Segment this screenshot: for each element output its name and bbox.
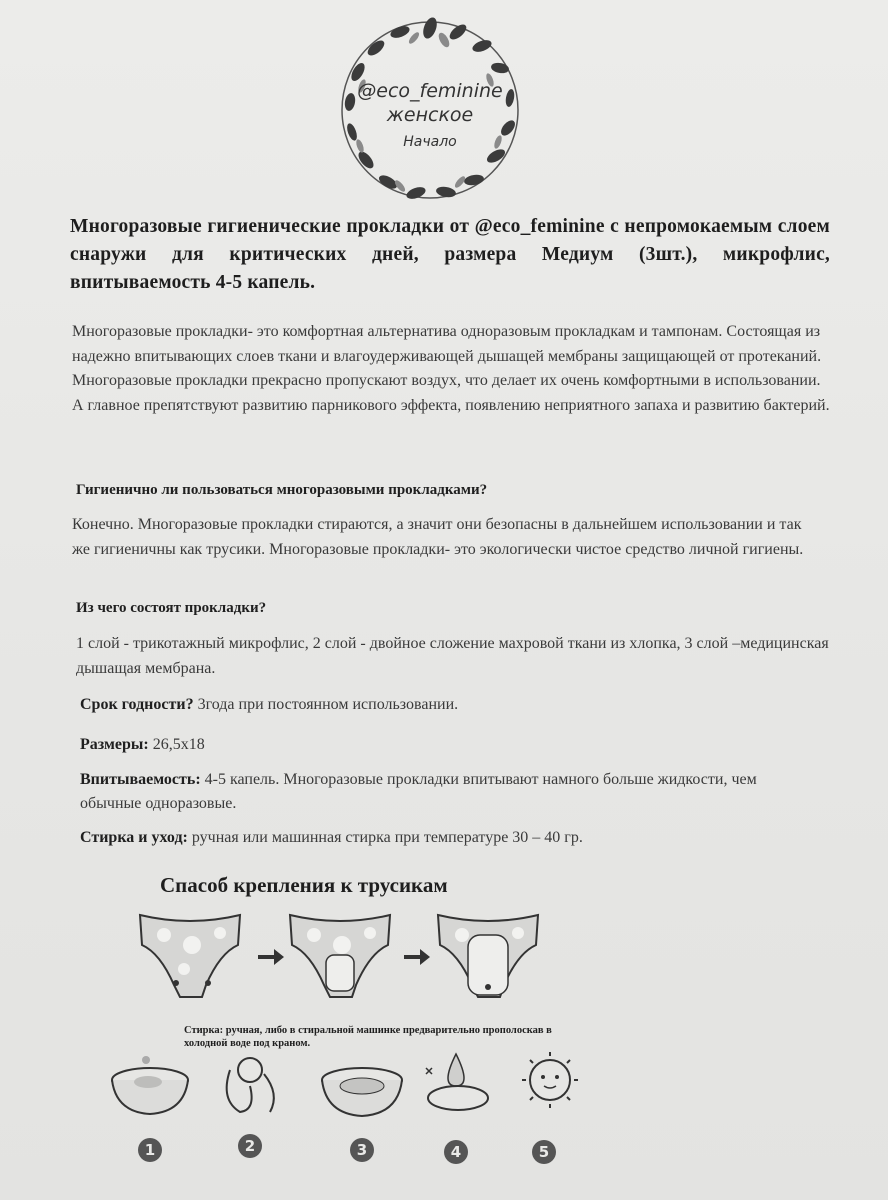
faq-answer-hygiene: Конечно. Многоразовые прокладки стираются, а значит они безопасны в дальнейшем использовании и так же гигиеничны как трусики. Многоразовые прокладки- это экологически чистое средство личной гигиены. <box>72 516 804 558</box>
faq-answer-composition: 1 слой - трикотажный микрофлис, 2 слой - двойное сложение махровой ткани из хлопка, 3 слой –медицинская дышащая мембрана. <box>76 635 829 677</box>
spec-sizes-value: 26,5х18 <box>148 736 205 753</box>
spec-shelf-life-value: 3года при постоянном использовании. <box>193 696 459 713</box>
intro-paragraph: Многоразовые прокладки- это комфортная альтернатива одноразовым прокладкам и тампонам. Состоящая из надежно впитывающих слоев ткани и влагоудерживающей дышащей мембраны защищающей от протеканий. Многоразовые прокладки прекрасно пропускают воздух, что делает их очень комфортными в использовании. А главное препятствуют развитию парникового эффекта, появлению неприятного запаха и развитию бактерий. <box>72 323 830 414</box>
basin-wash-icon <box>112 1056 188 1114</box>
arrow-right-icon <box>420 949 430 965</box>
attach-diagram <box>130 905 550 1015</box>
step-number-3: 3 <box>356 1141 368 1159</box>
spec-shelf-life-label: Срок годности? <box>80 696 194 713</box>
attach-title: Спасоб крепления к трусикам <box>160 873 448 897</box>
spec-sizes-label: Размеры: <box>80 736 149 753</box>
panties-step-2-icon <box>290 915 390 997</box>
arrow-right-icon <box>274 949 284 965</box>
spec-absorbency-value: 4-5 капель. Многоразовые прокладки впитывают намного больше жидкости, чем обычные одноразовые. <box>80 771 757 812</box>
wash-steps-diagram <box>100 1050 620 1170</box>
spec-care-label: Стирка и уход: <box>80 829 188 846</box>
basin-soak-icon <box>322 1068 402 1116</box>
spec-shelf-life <box>80 693 820 717</box>
product-title: Многоразовые гигиенические прокладки от @eco_feminine с непромокаемым слоем снаружи для критических дней, размера Медиум (3шт.), микрофлис, впитываемость 4-5 капель. <box>70 216 830 293</box>
sun-dry-icon <box>522 1052 578 1108</box>
spec-sizes <box>80 733 820 757</box>
faq-question-hygiene: Гигиенично ли пользоваться многоразовыми прокладками? <box>76 482 488 498</box>
logo-text <box>330 10 530 210</box>
logo-handle: @eco_feminine <box>357 80 503 102</box>
step-number-4: 4 <box>450 1143 462 1161</box>
step-number-1: 1 <box>144 1141 156 1159</box>
faq-question-composition: Из чего состоят прокладки? <box>76 600 267 616</box>
panties-step-1-icon <box>140 915 240 997</box>
step-number-5: 5 <box>538 1143 550 1161</box>
pad-drop-icon <box>426 1054 488 1110</box>
spec-absorbency-label: Впитываемость: <box>80 771 201 788</box>
spec-care <box>80 826 820 850</box>
wash-caption: Стирка: ручная, либо в стиральной машинке предварительно прополоскав в холодной воде под краном. <box>184 1025 552 1049</box>
logo-tagline: Начало <box>403 134 457 150</box>
panties-step-3-icon <box>438 915 538 997</box>
hands-rinse-icon <box>227 1058 274 1112</box>
spec-absorbency <box>80 768 820 816</box>
spec-care-value: ручная или машинная стирка при температуре 30 – 40 гр. <box>187 829 583 846</box>
brand-logo <box>330 10 530 210</box>
step-number-2: 2 <box>244 1137 256 1155</box>
logo-subtitle: женское <box>386 104 474 126</box>
